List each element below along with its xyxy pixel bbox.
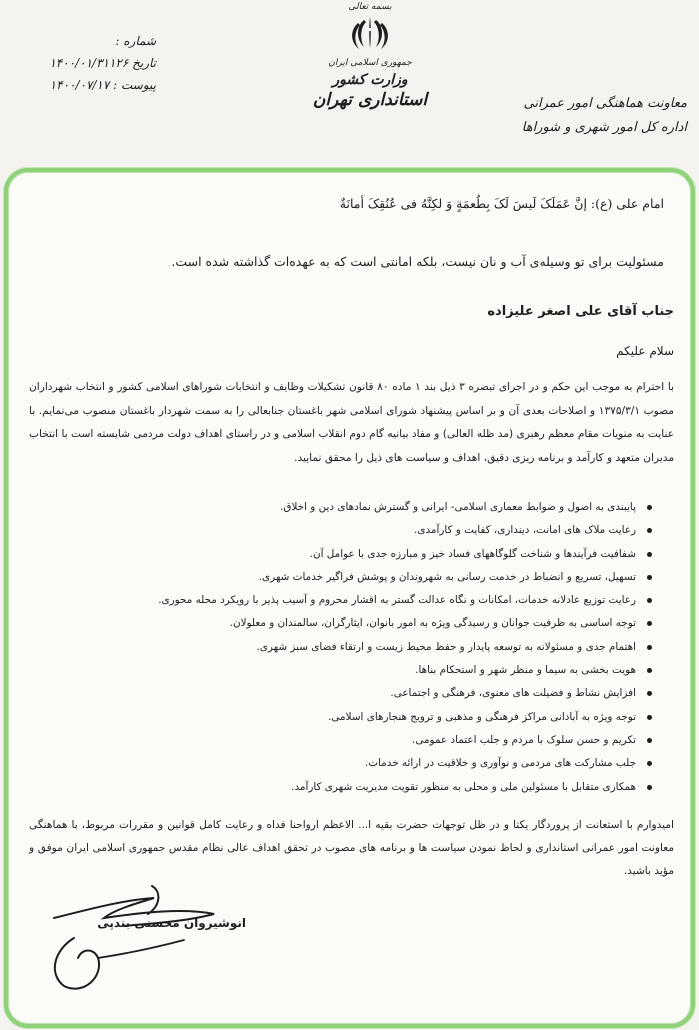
department-label: اداره کل امور شهری و شوراها	[521, 120, 687, 135]
issuer-block	[517, 92, 687, 140]
letter-reference-block	[6, 30, 156, 96]
letterhead	[310, 2, 430, 110]
list-item: تسهیل، تسریع و انضباط در خدمت رسانی به شهروندان و پوشش فراگیر خدمات شهری.	[39, 566, 654, 589]
list-item: جلب مشارکت های مردمی و نوآوری و خلاقیت در ارائه خدمات.	[39, 752, 654, 775]
signer-name: انوشیروان محسنی بندپی	[97, 916, 246, 930]
goals-list	[39, 496, 654, 799]
list-item: اهتمام جدی و مسئولانه به توسعه پایدار و حفظ محیط زیست و ارتقاء فضای سبز شهری.	[39, 636, 654, 659]
number-label: شماره :	[115, 34, 156, 48]
body-paragraph: با احترام به موجب این حکم و در اجرای تبصره ۳ ذیل بند ۱ ماده ۸۰ قانون تشکیلات وظایف و انتخابات شوراهای اسلامی کشور و انتخاب شهرداران مصوب ۱۳۷۵/۳/۱ و اصلاحات بعدی آن و بر اساس پیشنهاد شورای اسلامی شهر باغستان جنابعالی را به سمت شهردار باغستان منصوب می‌نمایم. با عنایت به منویات مقام معظم رهبری (مد ظله العالی) و مفاد بیانیه گام دوم انقلاب اسلامی و در راستای اهداف دولت مردمی شایسته است با انتخاب مدیران متعهد و کارآمد و برنامه ریزی دقیق، اهداف و سیاست های ذیل را محقق نمایید.	[29, 381, 674, 464]
handwritten-signature	[34, 878, 234, 998]
list-item: همکاری متقابل با مسئولین ملی و محلی به منظور تقویت مدیریت شهری کارآمد.	[39, 776, 654, 799]
list-item: هویت بخشی به سیما و منظر شهر و استحکام بناها.	[39, 659, 654, 682]
closing-paragraph: امیدوارم با استعانت از پروردگار یکتا و در ظل توجهات حضرت بقیه ا... الاعظم ارواحنا فداه و رعایت کامل قوانین و مقررات مربوط، با هماهنگی معاونت امور عمرانی استانداری و لحاظ نمودن سیاست ها و برنامه های مصوب در تحقق اهداف عالی نظام مقدس جمهوری اسلامی ایران موفق و مؤید باشید.	[29, 819, 674, 877]
list-item: رعایت توزیع عادلانه خدمات، امکانات و نگاه عدالت گستر به اقشار محروم و آسیب پذیر با رویکرد محله محوری.	[39, 589, 654, 612]
republic-label: جمهوری اسلامی ایران	[328, 58, 412, 68]
recipient-address: جناب آقای علی اصغر علیزاده	[487, 304, 674, 319]
hadith-quote: امام علی (ع): إنَّ عَمَلَکَ لَیسَ لَکَ بِطُعمَةٍ وَ لکِنَّهُ فی عُنُقِکَ أمانَةٌ	[339, 196, 664, 211]
deputy-label: معاونت هماهنگی امور عمرانی	[523, 96, 687, 111]
list-item: توجه اساسی به ظرفیت جوانان و رسیدگی ویژه به امور بانوان، ایثارگران، سالمندان و معلولان.	[39, 612, 654, 635]
list-item: توجه ویژه به آبادانی مراکز فرهنگی و مذهبی و ترویج هنجارهای اسلامی.	[39, 706, 654, 729]
greeting: سلام علیکم	[616, 344, 674, 358]
ministry-label: وزارت کشور	[332, 72, 408, 88]
list-item: پایبندی به اصول و ضوابط معماری اسلامی- ایرانی و گسترش نمادهای دین و اخلاق.	[39, 496, 654, 519]
attachment-label: پیوست : ۱۴۰۰/۰۷/۱۷	[49, 78, 156, 92]
list-item: شفافیت فرآیندها و شناخت گلوگاههای فساد خیز و مبارزه جدی با عوامل آن.	[39, 543, 654, 566]
iran-emblem-icon	[348, 14, 392, 52]
list-item: رعایت ملاک های امانت، دینداری، کفایت و کارآمدی.	[39, 519, 654, 542]
governorate-label: استانداری تهران	[312, 90, 428, 110]
bismillah: بسمه تعالی	[348, 2, 392, 12]
date-label: تاریخ ۱۴۰۰/۰۱/۳۱۱۲۶	[49, 56, 156, 70]
list-item: افزایش نشاط و فضیلت های معنوی، فرهنگی و اجتماعی.	[39, 682, 654, 705]
hadith-translation: مسئولیت برای تو وسیله‌ی آب و نان نیست، بلکه امانتی است که به عهده‌ات گذاشته شده است.	[171, 254, 664, 269]
list-item: تکریم و حسن سلوک با مردم و جلب اعتماد عمومی.	[39, 729, 654, 752]
